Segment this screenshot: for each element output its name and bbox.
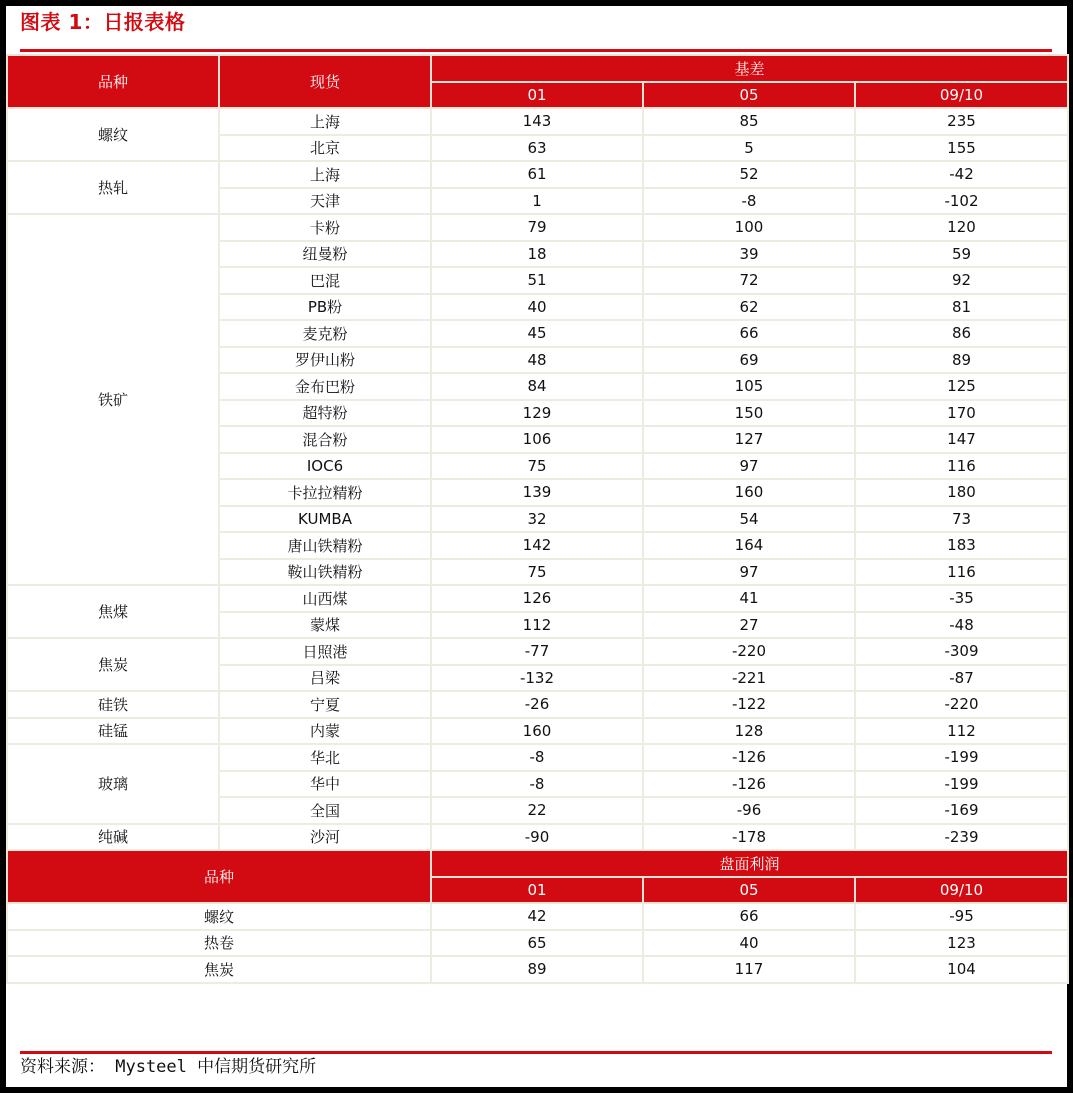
- table-row: [7, 585, 1068, 612]
- spot-cell: 宁夏: [219, 691, 431, 718]
- basis-value-cell: 18: [431, 241, 643, 268]
- basis-value-cell: 150: [643, 400, 855, 427]
- basis-value-cell: -126: [643, 744, 855, 771]
- spot-cell: 山西煤: [219, 585, 431, 612]
- basis-value-cell: 116: [855, 559, 1068, 586]
- basis-value-cell: -220: [643, 638, 855, 665]
- basis-value-cell: 66: [643, 320, 855, 347]
- spot-cell: IOC6: [219, 453, 431, 480]
- spot-cell: 全国: [219, 797, 431, 824]
- profit-value-cell: 66: [643, 903, 855, 930]
- header-variety: 品种: [7, 55, 219, 108]
- basis-value-cell: -239: [855, 824, 1068, 851]
- basis-value-cell: 59: [855, 241, 1068, 268]
- basis-value-cell: 39: [643, 241, 855, 268]
- basis-value-cell: 45: [431, 320, 643, 347]
- profit-variety-cell: 热卷: [7, 930, 431, 957]
- profit-value-cell: 65: [431, 930, 643, 957]
- profit-header-contract-0910: 09/10: [855, 877, 1068, 904]
- basis-value-cell: -220: [855, 691, 1068, 718]
- basis-value-cell: 97: [643, 453, 855, 480]
- table-row: [7, 108, 1068, 135]
- spot-cell: 鞍山铁精粉: [219, 559, 431, 586]
- profit-value-cell: 89: [431, 956, 643, 983]
- basis-header: [7, 55, 1068, 108]
- basis-value-cell: 126: [431, 585, 643, 612]
- basis-value-cell: 127: [643, 426, 855, 453]
- header-contract-01: 01: [431, 82, 643, 109]
- basis-value-cell: -199: [855, 744, 1068, 771]
- basis-value-cell: 129: [431, 400, 643, 427]
- table-row: [7, 638, 1068, 665]
- basis-value-cell: 40: [431, 294, 643, 321]
- basis-value-cell: 27: [643, 612, 855, 639]
- variety-cell: 螺纹: [7, 108, 219, 161]
- source-note: 资料来源： Mysteel 中信期货研究所: [20, 1057, 317, 1077]
- table-row: [7, 930, 1068, 957]
- variety-cell: 铁矿: [7, 214, 219, 585]
- basis-body: [7, 108, 1068, 850]
- basis-value-cell: 1: [431, 188, 643, 215]
- basis-value-cell: -35: [855, 585, 1068, 612]
- basis-value-cell: 41: [643, 585, 855, 612]
- basis-value-cell: 63: [431, 135, 643, 162]
- basis-value-cell: -8: [431, 744, 643, 771]
- basis-value-cell: 97: [643, 559, 855, 586]
- variety-cell: 纯碱: [7, 824, 219, 851]
- table-row: [7, 691, 1068, 718]
- spot-cell: KUMBA: [219, 506, 431, 533]
- profit-body: [7, 903, 1068, 983]
- basis-value-cell: 142: [431, 532, 643, 559]
- basis-value-cell: 235: [855, 108, 1068, 135]
- basis-value-cell: 86: [855, 320, 1068, 347]
- footer-divider: [20, 1051, 1052, 1054]
- profit-value-cell: 123: [855, 930, 1068, 957]
- basis-value-cell: 81: [855, 294, 1068, 321]
- basis-value-cell: -96: [643, 797, 855, 824]
- basis-value-cell: 170: [855, 400, 1068, 427]
- profit-value-cell: 42: [431, 903, 643, 930]
- profit-value-cell: 104: [855, 956, 1068, 983]
- basis-value-cell: -221: [643, 665, 855, 692]
- basis-value-cell: -132: [431, 665, 643, 692]
- basis-value-cell: 85: [643, 108, 855, 135]
- table-row: [7, 956, 1068, 983]
- basis-value-cell: 183: [855, 532, 1068, 559]
- profit-header-contract-01: 01: [431, 877, 643, 904]
- basis-value-cell: -178: [643, 824, 855, 851]
- figure-title: 图表 1：日报表格: [20, 10, 186, 34]
- basis-value-cell: 75: [431, 559, 643, 586]
- variety-cell: 焦煤: [7, 585, 219, 638]
- basis-value-cell: 61: [431, 161, 643, 188]
- basis-value-cell: 32: [431, 506, 643, 533]
- basis-value-cell: 143: [431, 108, 643, 135]
- variety-cell: 焦炭: [7, 638, 219, 691]
- basis-value-cell: 89: [855, 347, 1068, 374]
- spot-cell: 巴混: [219, 267, 431, 294]
- profit-value-cell: -95: [855, 903, 1068, 930]
- spot-cell: 上海: [219, 108, 431, 135]
- basis-value-cell: 92: [855, 267, 1068, 294]
- variety-cell: 热轧: [7, 161, 219, 214]
- basis-value-cell: 75: [431, 453, 643, 480]
- basis-value-cell: -87: [855, 665, 1068, 692]
- basis-value-cell: -122: [643, 691, 855, 718]
- basis-value-cell: -199: [855, 771, 1068, 798]
- profit-header-variety: 品种: [7, 850, 431, 903]
- basis-value-cell: 69: [643, 347, 855, 374]
- table-row: [7, 214, 1068, 241]
- variety-cell: 硅铁: [7, 691, 219, 718]
- spot-cell: 蒙煤: [219, 612, 431, 639]
- table-row: [7, 718, 1068, 745]
- basis-value-cell: 160: [431, 718, 643, 745]
- basis-value-cell: 73: [855, 506, 1068, 533]
- basis-value-cell: 128: [643, 718, 855, 745]
- basis-value-cell: 51: [431, 267, 643, 294]
- basis-value-cell: 112: [431, 612, 643, 639]
- table-row: [7, 903, 1068, 930]
- table-row: [7, 824, 1068, 851]
- basis-value-cell: 112: [855, 718, 1068, 745]
- basis-value-cell: 180: [855, 479, 1068, 506]
- basis-value-cell: 120: [855, 214, 1068, 241]
- variety-cell: 硅锰: [7, 718, 219, 745]
- profit-header-group: 盘面利润: [431, 850, 1068, 877]
- spot-cell: 华中: [219, 771, 431, 798]
- profit-value-cell: 40: [643, 930, 855, 957]
- spot-cell: 内蒙: [219, 718, 431, 745]
- basis-value-cell: 52: [643, 161, 855, 188]
- profit-header-contract-05: 05: [643, 877, 855, 904]
- basis-value-cell: -8: [431, 771, 643, 798]
- basis-value-cell: -169: [855, 797, 1068, 824]
- basis-value-cell: -8: [643, 188, 855, 215]
- basis-value-cell: -77: [431, 638, 643, 665]
- header-spot: 现货: [219, 55, 431, 108]
- basis-value-cell: 54: [643, 506, 855, 533]
- title-divider: [20, 49, 1052, 52]
- basis-value-cell: 155: [855, 135, 1068, 162]
- spot-cell: 罗伊山粉: [219, 347, 431, 374]
- basis-value-cell: 106: [431, 426, 643, 453]
- daily-report-table: [6, 54, 1069, 984]
- basis-value-cell: -309: [855, 638, 1068, 665]
- spot-cell: 卡拉拉精粉: [219, 479, 431, 506]
- basis-value-cell: 84: [431, 373, 643, 400]
- spot-cell: 沙河: [219, 824, 431, 851]
- spot-cell: 金布巴粉: [219, 373, 431, 400]
- spot-cell: 北京: [219, 135, 431, 162]
- basis-value-cell: 62: [643, 294, 855, 321]
- table-row: [7, 744, 1068, 771]
- profit-variety-cell: 螺纹: [7, 903, 431, 930]
- report-page: [6, 6, 1067, 1087]
- spot-cell: 吕梁: [219, 665, 431, 692]
- basis-value-cell: -48: [855, 612, 1068, 639]
- basis-value-cell: -26: [431, 691, 643, 718]
- basis-value-cell: -42: [855, 161, 1068, 188]
- spot-cell: 超特粉: [219, 400, 431, 427]
- variety-cell: 玻璃: [7, 744, 219, 824]
- basis-value-cell: 5: [643, 135, 855, 162]
- spot-cell: PB粉: [219, 294, 431, 321]
- spot-cell: 天津: [219, 188, 431, 215]
- spot-cell: 日照港: [219, 638, 431, 665]
- table-row: [7, 161, 1068, 188]
- basis-value-cell: 100: [643, 214, 855, 241]
- basis-value-cell: 160: [643, 479, 855, 506]
- basis-value-cell: -126: [643, 771, 855, 798]
- basis-value-cell: 116: [855, 453, 1068, 480]
- spot-cell: 华北: [219, 744, 431, 771]
- basis-value-cell: 105: [643, 373, 855, 400]
- profit-header: [7, 850, 1068, 903]
- basis-value-cell: -90: [431, 824, 643, 851]
- spot-cell: 唐山铁精粉: [219, 532, 431, 559]
- spot-cell: 卡粉: [219, 214, 431, 241]
- spot-cell: 纽曼粉: [219, 241, 431, 268]
- spot-cell: 麦克粉: [219, 320, 431, 347]
- header-contract-0910: 09/10: [855, 82, 1068, 109]
- basis-value-cell: -102: [855, 188, 1068, 215]
- spot-cell: 混合粉: [219, 426, 431, 453]
- basis-value-cell: 147: [855, 426, 1068, 453]
- basis-value-cell: 48: [431, 347, 643, 374]
- header-contract-05: 05: [643, 82, 855, 109]
- profit-variety-cell: 焦炭: [7, 956, 431, 983]
- basis-value-cell: 125: [855, 373, 1068, 400]
- profit-value-cell: 117: [643, 956, 855, 983]
- basis-value-cell: 72: [643, 267, 855, 294]
- basis-value-cell: 22: [431, 797, 643, 824]
- basis-value-cell: 164: [643, 532, 855, 559]
- basis-value-cell: 139: [431, 479, 643, 506]
- basis-value-cell: 79: [431, 214, 643, 241]
- header-basis-group: 基差: [431, 55, 1068, 82]
- spot-cell: 上海: [219, 161, 431, 188]
